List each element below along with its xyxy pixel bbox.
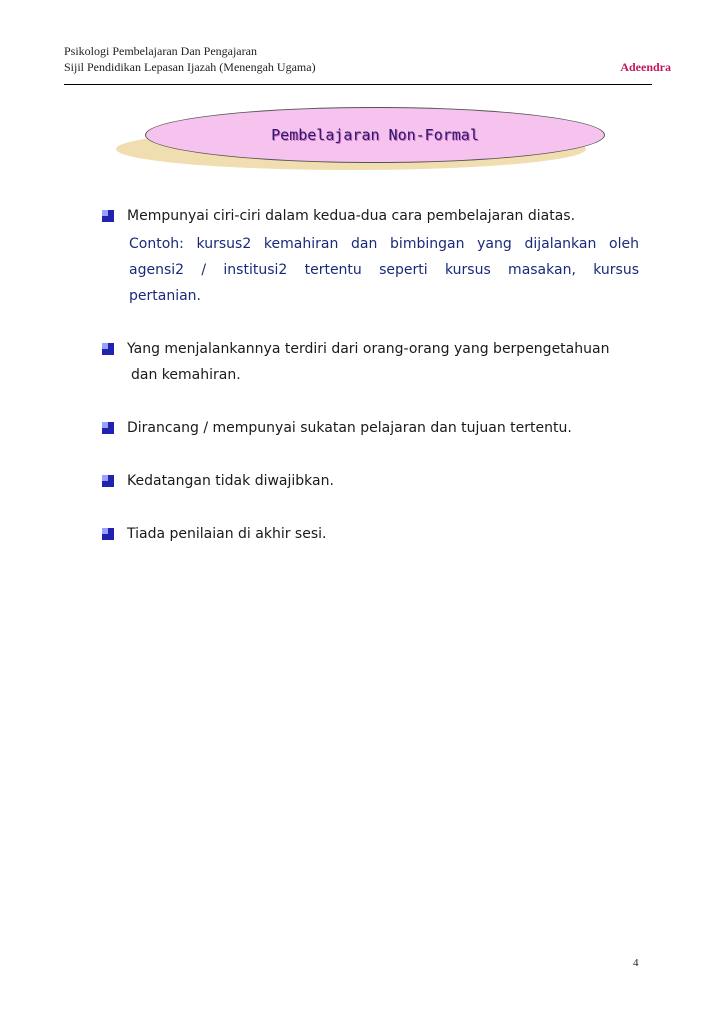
list-item-text: Tiada penilaian di akhir sesi.: [127, 526, 327, 542]
header-author: Adeendra: [620, 60, 671, 74]
list-item: [102, 340, 640, 386]
list-item-continuation: dan kemahiran.: [131, 367, 241, 383]
list-item: [102, 207, 640, 307]
list-item: [102, 525, 640, 545]
bullet-icon: [102, 528, 114, 540]
header-titles: [64, 43, 316, 75]
list-item-example-line: agensi2 / institusi2 tertentu seperti kursus masakan, kursus: [129, 262, 639, 278]
header-course-title: Psikologi Pembelajaran Dan Pengajaran: [64, 44, 257, 58]
list-item: [102, 419, 640, 439]
bullet-icon: [102, 475, 114, 487]
list-item: [102, 472, 640, 492]
section-title: Pembelajaran Non-Formal: [271, 126, 479, 144]
list-item-example-line: Contoh: kursus2 kemahiran dan bimbingan yang dijalankan oleh: [129, 236, 639, 252]
list-item-text: Dirancang / mempunyai sukatan pelajaran dan tujuan tertentu.: [127, 420, 572, 436]
bullet-icon: [102, 422, 114, 434]
list-item-text: Kedatangan tidak diwajibkan.: [127, 473, 334, 489]
list-item-text: Mempunyai ciri-ciri dalam kedua-dua cara pembelajaran diatas.: [127, 208, 576, 224]
header-divider: [64, 84, 652, 85]
header-program-title: Sijil Pendidikan Lepasan Ijazah (Menengah Ugama): [64, 60, 316, 74]
bullet-icon: [102, 343, 114, 355]
bullet-icon: [102, 210, 114, 222]
list-item-example-line: pertanian.: [129, 288, 201, 304]
list-item-text: Yang menjalankannya terdiri dari orang-orang yang berpengetahuan: [127, 341, 610, 357]
page-number: 4: [633, 957, 639, 969]
